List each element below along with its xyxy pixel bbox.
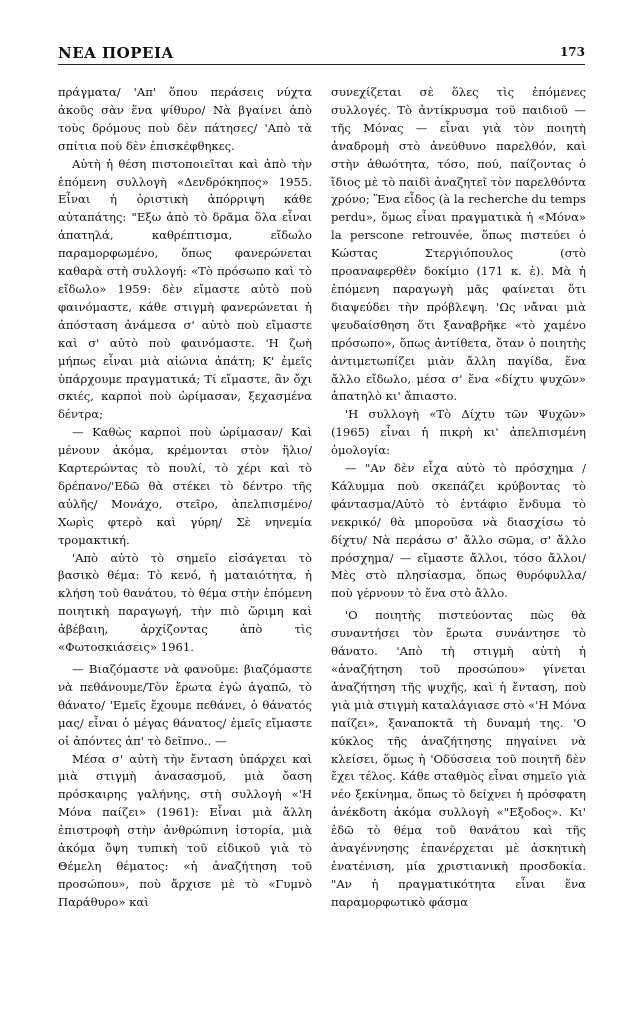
verse-quote: — Καθὼς καρποὶ ποὺ ὡρίμασαν/ Καὶ μένουν ἀκόμα, κρέμονται στὸν ἥλιο/Καρτερώντας τὸ πουλί, τὸ χέρι καὶ τὸ δρέπανο/'Εδῶ θὰ στέκει τὸ δέντρο τῆς αὐλῆς/ Μονάχο, στεῖρο, ἀπελπισμένο/ Χωρὶς φτερὸ καὶ γύρη/ Σὲ νηνεμία τρομακτική. [58, 425, 312, 547]
running-head: ΝΕΑ ΠΟΡΕΙΑ [58, 44, 174, 62]
paragraph: 'Ο ποιητὴς πιστεύοντας πὼς θὰ συναντήσει τὸν ἔρωτα συνάντησε τὸ θάνατο. 'Απὸ τὴ στιγμὴ αὐτὴ ἡ «ἀναζήτηση τοῦ προσώπου» γίνεται ἀναζήτηση τῆς ψυχῆς, καὶ ἡ ἔνταση, ποὺ γιὰ μιὰ στιγμὴ καταλάγιασε στὸ «'Η Μόνα παίζει», ξαναποκτᾶ τὴ δυναμή της. 'Ο κύκλος τῆς ἀναζήτησης πηγαίνει νὰ κλείσει, ὅμως ἡ 'Οδύσσεια τοῦ ποιητῆ δὲν ἔχει τέλος. Κάθε σταθμὸς εἶναι σημεῖο γιὰ νέο ξεκίνημα, ὅπως τὸ δείχνει ἡ πρόσφατη ἀνέκδοτη ἀκόμα συλλογὴ «"Εξοδος». Κι' ἐδῶ τὸ θέμα τοῦ θανάτου καὶ τῆς ἀναγέννησης ἐπανέρχεται μὲ ἀσκητικὴ ἐνατένιση, μία χριστιανικὴ προσδοκία. "Αν ἡ πραγματικότητα εἶναι ἕνα παραμορφωτικὸ φάσμα [331, 608, 586, 909]
verse-quote: — "Αν δὲν εἶχα αὐτὸ τὸ πρόσχημα / Κάλυμμα ποὺ σκεπάζει κρύβοντας τὸ φάντασμα/Αὐτὸ τὸ ἐντάφιο ἔνδυμα τὸ νεκρικό/ θὰ μποροῦσα νὰ διασχίσω τὸ δίχτυ/ Νὰ περάσω σ' ἄλλο σῶμα, σ' ἄλλο πρόσχημα/ — εἴμαστε ἄλλοι, τόσο ἄλλοι/ Μὲς στὸ πλησίασμα, ὅπως θυρόφυλλα/ ποὺ γέρνουν τὸ ἕνα στὸ ἄλλο. [331, 461, 586, 601]
paragraph: 'Η συλλογὴ «Τὸ Δίχτυ τῶν Ψυχῶν» (1965) εἶναι ἡ πικρὴ κι' ἀπελπισμένη ὁμολογία: [331, 407, 586, 458]
page-header [58, 44, 585, 64]
right-column [331, 84, 586, 912]
paragraph: Μέσα σ' αὐτὴ τὴν ἔνταση ὑπάρχει καὶ μιὰ στιγμὴ ἀνασασμοῦ, μιὰ ὄαση πρόσκαιρης γαλήνης, στὴ συλλογὴ «'Η Μόνα παίζει» (1961): Εἶναι μιὰ ἄλλη ἐπιστροφὴ στὴν ἀνθρώπινη ἱστορία, μιὰ ἀκόμα ὄψη τυπικὴ τοῦ εἰδικοῦ γιὰ τὸ Θέμελη θέματος: «ἡ ἀναζήτηση τοῦ προσώπου», ποὺ ἄρχισε μὲ τὸ «Γυμνὸ Παράθυρο» καὶ [58, 751, 312, 909]
paragraph: 'Απὸ αὐτὸ τὸ σημεῖο εἰσάγεται τὸ βασικὸ θέμα: Τὸ κενό, ἡ ματαιότητα, ἡ κλήση τοῦ θανάτου, τὸ θέμα στὴν ἑπόμενη ποιητικὴ παραγωγή, τὴν πιὸ ὥριμη καὶ ἀβέβαιη, ἀρχίζοντας ἀπὸ τὶς «Φωτοσκιάσεις» 1961. [58, 550, 312, 655]
paragraph: Αὐτὴ ἡ θέση πιστοποιεῖται καὶ ἀπὸ τὴν ἑπόμενη συλλογὴ «Δενδρόκηπος» 1955. Εἶναι ἡ ὁριστικὴ ἀπόρριψη κάθε αὐταπάτης: "Εξω ἀπὸ τὸ δρᾶμα ὅλα εἶναι ἀπατηλά, καθρέπτισμα, εἴδωλο παραμορφωμένο, ὅπως φανερώνεται καθαρὰ στὴ συλλογή: «Τὸ πρόσωπο καὶ τὸ εἴδωλο» 1959: δὲν εἴμαστε αὐτὸ ποὺ φαινόμαστε, κάθε στιγμὴ φανερώνεται ἡ ἀπόσταση ἀνάμεσα σ' αὐτὸ ποὺ εἴμαστε καὶ σ' αὐτὸ ποὺ φαινόμαστε. 'Η ζωὴ μήπως εἶναι μιὰ αἰώνια ἀπάτη; Κ' ἐμεῖς ὑπάρχουμε πραγματικά; Τί εἴμαστε, ἂν ὄχι σκιές, καρποὶ ποὺ ὡρίμασαν, ξεχασμένα δέντρα; [58, 156, 312, 422]
paragraph: πράγματα/ 'Απ' ὅπου περάσεις νύχτα ἀκοῦς σὰν ἕνα ψίθυρο/ Νὰ βγαίνει ἀπὸ τοὺς δρόμους ποὺ δὲν πάτησες/ 'Απὸ τὰ σπίτια ποὺ δὲν ἐπισκέφθηκες. [58, 85, 312, 153]
page-number: 173 [559, 45, 585, 59]
paragraph: συνεχίζεται σὲ ὅλες τὶς ἑπόμενες συλλογές. Τὸ ἀντίκρυσμα τοῦ παιδιοῦ — τῆς Μόνας — εἶναι γιὰ τὸν ποιητὴ ἀναδρομὴ στὸ ἀνεύθυνο παρελθόν, καὶ στὴν ἀθωότητα, τόσο, πού, παίζοντας ὁ ἴδιος μὲ τὸ παιδὶ ἀναζητεῖ τὸν παρελθόντα χρόνο; Ἕνα εἶδος (à la recherche du temps perdu», ὅμως εἶναι πραγματικὰ ἡ «Μόνα» la perscone retrouvée, ὅπως πιστεύει ὁ Κώστας Στεργιόπουλος (στὸ προαναφερθὲν δοκίμιο (171 κ. ἑ). Μὰ ἡ ἑπόμενη παραγωγὴ μᾶς φαίνεται ὅτι διαψεύδει τὴν πρόβλεψη. 'Ως νἄναι μιὰ ψευδαίσθηση ὅτι ξαναβρῆκε «τὸ χαμένο πρόσωπο», ὅπως ἀντίθετα, ὅταν ὁ ποιητὴς ἀντιμετωπίζει μιὰν ἄλλη παγίδα, ἕνα ἄλλο εἴδωλο, μέσα σ' ἕνα «δίχτυ ψυχῶν» ἀπατηλὸ κι' ἄπιαστο. [331, 85, 586, 404]
left-column [58, 84, 312, 912]
verse-quote: — Βιαζόμαστε νὰ φανοῦμε: βιαζόμαστε νὰ πεθάνουμε/Τὸν ἔρωτα ἐγὼ ἀγαπῶ, τὸ θάνατο/ 'Εμεῖς ἔχουμε πεθάνει, ὁ θάνατός μας/ εἶναι ὁ μέγας θάνατος/ ἐμεῖς εἴμαστε οἱ ἀπόντες ἀπ' τὸ δεῖπνο.. — [58, 662, 312, 748]
header-rule [58, 64, 585, 65]
